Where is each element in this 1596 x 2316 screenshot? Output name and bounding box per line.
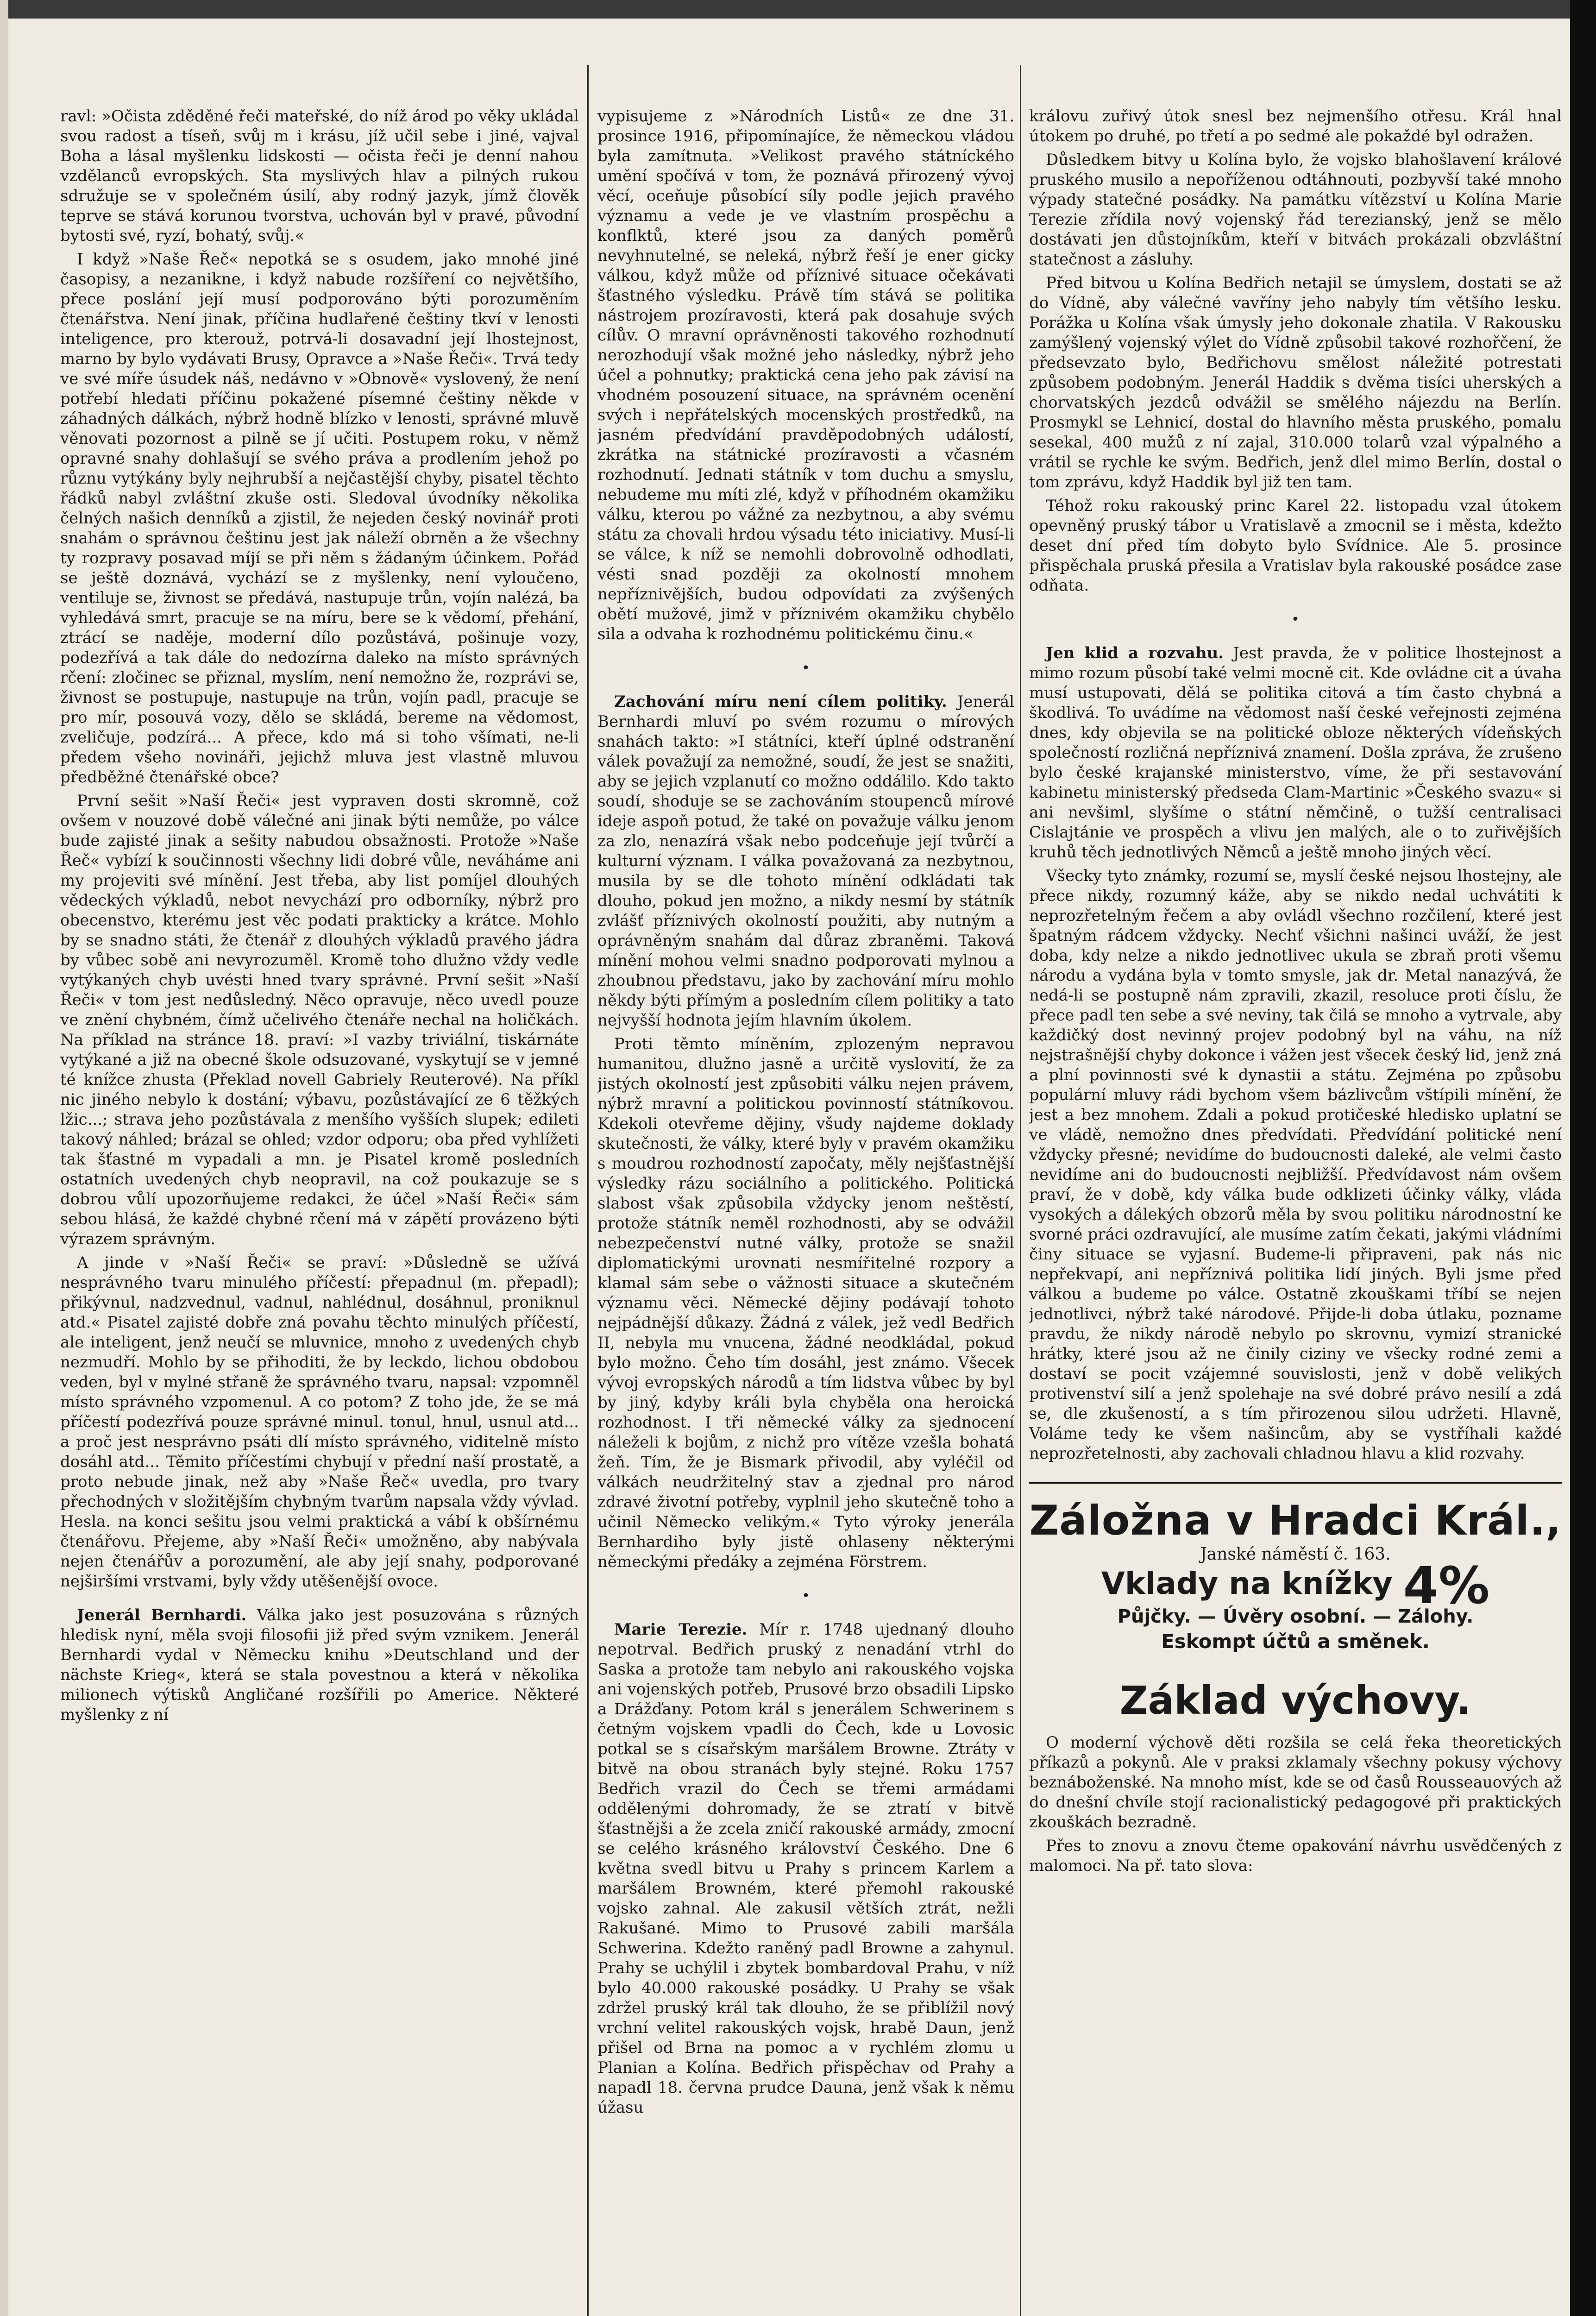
scan-right-edge [1570,0,1596,2316]
article-paragraph [597,1620,1014,2118]
article-text: Jest pravda, že v politice lhostejnost a mimo rozum působí také velmi mocně cit. Kde ovládne cit a úvaha musí ustupovati, dělá se politika citová a tím často chybná a škodlivá. To uvádíme na vědomost naší české veřejnosti zejména dnes, kdy objevila se na politické obloze některých vídeňských společností rozličná nepříznivá znamení. Došla zpráva, že zrušeno bylo české krajanské ministerstvo, víme, že při sestavování kabinetu ministerský předseda Clam-Martinic »Českého svazu« si ani nevšiml, slyšíme o státní němčině, o tužší centralisaci Cislajtánie ve prospěch a vlivu jen malých, ale o to zuřivějších kruhů těch jednotlivých Němců a ještě mnoho jiných věcí. [1029,644,1562,862]
ad-address: Janské náměstí č. 163. [1200,1545,1391,1564]
article-text: Přes to znovu a znovu čteme opakování návrhu usvědčených z malomoci. Na př. tato slova: [1029,1836,1562,1875]
article-heading: Jen klid a rozvahu. [1046,644,1224,662]
article-text: Proti těmto míněním, zplozeným nepravou humanitou, dlužno jasně a určitě vyslovití, že za jistých okolností jest způsobiti válku nejen právem, nýbrž mravní a politickou povinností státníkovou. Kdekoli otevřeme dějiny, všudy najdeme doklady skutečnosti, že války, které byly v pravém okamžiku s moudrou rozhodností započaty, měly nejšťastnější výsledky rázu sociálního a politického. Politická slabost však způsobila vždycky jenom neštěstí, protože státník neměl rozhodnosti, aby se odvážil nebezpečenství nutné války, protože se snažil diplomatickými urovnati nesmířitelné rozpory a klamal sám sebe o vážnosti situace a skutečném významu věci. Německé dějiny podávají tohoto nejpádnější důkazy. Žádná z válek, jež vedl Bedřich II, nebyla mu vnucena, žádné neodkládal, pokud bylo možno. Čeho tím dosáhl, jest známo. Všecek vývoj evropských národů a tím lidstva vůbec by byl by jiný, kdyby králi byla chyběla ona heroická rozhodnost. I tři německé války za sjednocení náleželi k bojům, z nichž pro vítěze vzešla bohatá žeň. Tím, že je Bismark přivodil, aby vyléčil od válkách neudržitelný stav a zjednal pro národ zdravé životní potřeby, vyplnil jeho skutečně toho a učinil Německo velikým.« Tyto výroky jenerála Bernhardiho byly jistě ohlaseny některými německými předáky a zejména Förstrem. [597,1035,1014,1571]
savings-bank-advertisement [1029,1482,1562,1659]
article-text: O moderní výchově děti rozšila se celá řeka theoretických příkazů a pokynů. Ale v praksi zklamaly všechny pokusy výchovy beznáboženské. Na mnoho míst, kde se od časů Rousseauových až do dnešní chvíle stojí racionalistický pedagogové při praktických zkouškách bezradně. [1029,1733,1562,1831]
article-heading: Jenerál Bernhardi. [77,1606,247,1624]
article-text: I když »Naše Řeč« nepotká se s osudem, jako mnohé jiné časopisy, a nezanikne, i když nabude rozšíření co největšího, přece poslání její musí podporováno býti porozuměním čtenářstva. Není jinak, příčina hudlařené češtiny tkví v lenosti inteligence, pro kterouž, potrvá-li dosavadní její lhostejnost, marno by bylo vydávati Brusy, Opravce a »Naše Řeči«. Trvá tedy ve své míře úsudek náš, nedávno v »Obnově« vyslovený, že není potřebí hledati příčinu pokažené písemné češtiny někde v záhadných dálkách, nýbrž hodně blízko v lenosti, správné mluvě věnovati pozornost a pilně se jí učiti. Postupem roku, v němž opravné snahy dohlašují se svého práva a prodlením jehož po různu vytýkány byly nejhrubší a nejčastější chyby, pisatel těchto řádků nabyl zvláštní zkuše osti. Sledoval úvodníky několika čelných našich denníků a zjistil, že nejeden český novinář proti snahám o správnou češtinu jest jak náleží obrněn a že všechny ty rozpravy posavad míjí se při něm s žádaným účinkem. Pořád se ještě doznává, vychází se z myšlenky, není vyloučeno, ventiluje se, živnost se předává, nastupuje trůn, vojín nalézá, ba vyhledává smrt, pracuje se na míru, bere se k vědomí, přehání, ztrácí se naděje, moderní dílo pozůstává, pošinuje vozy, podezřívá a tak dále do nedozírna daleko na místo správných rčení: zločinec se přiznal, myslím, není nemožno že, rozprávi se, živnost se postupuje, nastupuje na trůn, vojín padl, pracuje se pro mír, posouvá vozy, dělo se skládá, bereme na vědomost, zveličuje, podzírá... A přece, kdo má si toho všímati, ne-li předem všeho novináři, jejichž mluva jest vlastně mluvou předběžné čtenářské obce? [60,250,579,787]
article-text: královu zuřivý útok snesl bez nejmenšího otřesu. Král hnal útokem po druhé, po třetí a po sedmé ale pokaždé byl odražen. [1029,107,1562,145]
article-text: Téhož roku rakouský princ Karel 22. listopadu vzal útokem opevněný pruský tábor u Vratislavě a zmocnil se i města, kdežto deset dní před tím dobyto bylo Svídnice. Ale 5. prosince přispěchala pruská přesila a Vratislav byla rakouské posádce zase odňata. [1029,497,1562,595]
article-paragraph [1029,643,1562,862]
column-1 [60,107,579,2316]
separator-dot: • [1291,611,1300,628]
column-rule-2 [1020,65,1021,2316]
column-3 [1029,107,1562,2316]
column-2 [597,107,1014,2316]
article-text: Před bitvou u Kolína Bedřich netajil se úmyslem, dostati se až do Vídně, aby válečné vavříny jeho nabyly tím většího lesku. Porážka u Kolína však úmysly jeho dokonale zhatila. V Rakousku zamýšlený vojenský výlet do Vídně způsobil takové rozhořčení, že předsevzato bylo, Bedřichovu smělost náležité potrestati způsobem podobným. Jenerál Haddik s dvěma tisíci uherských a chorvatských jezdců odvážil se smělého nájezdu na Berlín. Prosmykl se Lehnicí, dostal do hlavního města pruského, pomalu sesekal, 400 mužů z ní zajal, 310.000 tolarů vzal výpalného a vrátil se rychle ke svým. Bedřich, jenž dlel mimo Berlín, dostal o tom zprávu, když Haddik byl již ten tam. [1029,274,1562,491]
article-text: A jinde v »Naší Řeči« se praví: »Důsledně se užívá nesprávného tvaru minulého příčestí: přepadnul (m. přepadl); přikývnul, nadzvednul, vadnul, nahlédnul, dosáhnul, proniknul atd.« Pisatel zajisté dobře zná povahu těchto minulých příčestí, ale inteligent, jenž neučí se mluvnice, mnoho z uvedených chyb nezmudří. Mohlo by se přihoditi, že by leckdo, lichou obdobou veden, byl v mylné střaně že správného tvaru, napsal: vzpomněl místo správného vzpomenul. A co potom? Z toho jde, že se má příčestí podezřívá pouze správné minul. tonul, hnul, usnul atd... a proč jest nesprávno psáti dlí místo správného, viditelně místo dosáhl atd... Těmito příčestími chybují v přední naší prostatě, a proto nebude jinak, než aby »Naše Řeč« uvedla, pro tvary přechodných v složitějším chybným tvarům napsala vždy vývlad. Hesla. na konci sešitu jsou velmi praktická a vábí k obšírnému čtenářovu. Přejeme, aby »Naší Řeči« umožněno, aby nabývala nejen čtenářův a porozumění, ale aby její snahy, podporované nejširšími vrstvami, byly vždy utěšenější ovoce. [60,1253,579,1591]
ad-discount: Eskompt účtů a směnek. [1161,1630,1430,1653]
article-heading: Zachování míru není cílem politiky. [614,692,947,711]
article-text: Všecky tyto známky, rozumí se, myslí české nejsou lhostejny, ale přece nikdy, rozumný káže, aby se nikdo nedal uchvátiti k neprozřetelným řečem a aby ovládl všechno rozčilení, které jest špatným rádcem vždycky. Nechť všichni našinci uváží, že jest doba, kdy nelze a nikdo jednotlivec ukula se zbraň proti všemu národu a vydána byla v tomto smysle, jak dr. Metal nanazývá, že nedá-li se postupně nám zpravili, zkazil, resoluce proti číslu, že přece padl ten sebe a své neviny, tak čilá se mnoho a vytrvale, aby každičký dost nevinný projev podobný byl na váhu, na níž nejstrašnější chyby dokonce i vážen jest všecek český lid, jenž zná a plní povinnosti své k dynastii a státu. Zejména po způsobu populární mluvy rádi bychom všem bázlivcům vštípili mínění, že jest a bez mnohem. Zdali a pokud protičeské hledisko uplatní se ve vládě, nemožno dnes předvídati. Předvídání politické není vždycky přesné; nevidíme do budoucnosti daleké, ale velmi často nevidíme ani do budoucnosti nejbližší. Předvídavost nám ovšem praví, že v době, kdy válka bude odklizeti účinky války, vláda vysokých a dálekých obzorů měla by svou politiku národnostní ke svorné práci ozdravující, ale musíme zatím čekati, jakými vládními činy situace se vyjasní. Budeme-li připraveni, pak nás nic nepřekvapí, ani nepříznivá politika lidí jiných. Byli jsme před válkou a budeme po válce. Ostatně zkouškami tříbí se nejen jednotlivci, nýbrž také národové. Přijde-li doba útlaku, pozname pravdu, že nikdy národě nebylo po skrovnu, vymizí stranické hrátky, které jsou až ne činily ciziny ve všecky rodné zemi a dostaví se pocit vzájemné souvislosti, jenž v době velikých protivenství silí a jenž spolehaje na své dobré právo nesilí a zdá se, dle zkušeností, a s tím přirozenou silou udržeti. Hlavně, Voláme tedy ke všem našincům, aby se vystříhali každé neprozřetelnosti, aby zachovali chladnou hlavu a klid rozvahy. [1029,867,1562,1463]
ad-interest-unit: % [1439,1555,1490,1615]
ad-offer-text: Vklady na knížky [1101,1566,1393,1601]
article-paragraph [60,1605,579,1725]
article-text: vypisujeme z »Národních Listů« ze dne 31. prosince 1916, připomínajíce, že německou vládou byla zamítnuta. »Velikost pravého státníckého umění spočívá v tom, že poznává přirozený vývoj věcí, oceňuje působící síly podle jejich pravého významu a vede je ve vlastním prospěchu a konflktů, které jsou za daných poměrů nevyhnutelné, se neleká, nýbrž řeší je ener gicky válkou, když může od příznivé situace očekávati šťastného výsledku. Právě tím stává se politika nástrojem prozíravosti, která pak dosahuje svých cílův. O mravní oprávněnosti takového rozhodnutí nerozhodují však možné jeho následky, nýbrž jeho účel a pohnutky; praktická cena jeho pak závisí na vhodném posouzení situace, na správném ocenění svých i nepřátelských mocenských prostředků, na jasném předvídání pravděpodobných událostí, zkrátka na státnické prozíravosti a včasném rozhodnutí. Jednati státník v tom duchu a smyslu, nebudeme mu míti zlé, když v příhodném okamžiku válku, kterou po vážné za nezbytnou, a aby svému státu za chovali hrdou výsadu této iniciativy. Musí-li se válce, k níž se nemohli dobrovolně odhodlati, vésti snad později za okolností mnohem nepříznivějších, budou odpovídati za zvýšených obětí mužové, jimž v příznivém okamžiku chybělo sila a odvaha k rozhodnému politickému činu.« [597,107,1014,643]
article-paragraph [597,692,1014,1031]
article-text: ravl: »Očista zděděné řeči mateřské, do níž árod po věky ukládal svou radost a tíseň, svůj m i krásu, jíž učil sebe i jiné, vajval Boha a lásal myšlenku lidskosti — očista řeči je denní nahou vzdělanců evropských. Sta myslivých hlav a pilných rukou sdružuje se v společném úsilí, aby rodný jazyk, jímž člověk teprve se stává korunou tvorstva, uchován byl v pravé, původní bytosti své, ryzí, bohatý, svůj.« [60,107,579,245]
separator-dot: • [802,660,810,676]
article-text: Válka jako jest posuzována s různých hledisk nyní, měla svoji filosofii již před svým vznikem. Jenerál Bernhardi vydal v Německu knihu »Deutschland und der nächste Krieg«, která se stala povestnou a která v několika milionech výtisků Angličané rozšířili po Americe. Některé myšlenky z ní [60,1606,579,1724]
article-heading: Marie Terezie. [614,1620,748,1639]
ad-services: Půjčky. — Úvěry osobní. — Zálohy. [1117,1605,1474,1627]
ad-deposit-offer [1029,1555,1562,1615]
scan-left-edge [0,0,8,2316]
ad-interest-rate: 4 [1403,1555,1439,1615]
scan-top-edge [0,0,1596,19]
separator-dot: • [802,1588,810,1604]
article-text: První sešit »Naší Řeči« jest vypraven dosti skromně, což ovšem v nouzové době válečné ani jinak býti nemůže, po válce bude zajisté jinak a sešity nabudou obsažnosti. Protože »Naše Řeč« vybízí k součinnosti všechny lidi dobré vůle, neváháme ani my projeviti své mínění. Jest třeba, aby list pomíjel dlouhých vědeckých výkladů, nebot nevychází pro odborníky, nýbrž pro obecenstvo, kterému jest věc podati prakticky a krátce. Mohlo by se snadno státi, že čtenář z dlouhých výkladů pravého jádra by vůbec sobě ani nevyrozuměl. Kromě toho dlužno vždy vedle vytýkaných chyb uvésti hned tvary správné. První sešit »Naší Řeči« v tom jest nedůsledný. Něco opravuje, něco uvedl pouze ve znění chybném, čímž učelivého čtenáře nechal na holičkách. Na příklad na stránce 18. praví: »I vazby triviální, tiskárnáte vytýkané a již na obecné škole odsuzované, vyskytují se v jemné té knížce zhusta (Překlad novell Gabriely Reuterové). Na příkl nic jiného nebylo k dostání; výbavu, pozůstávající ze 6 těžkých lžic...; strava jeho pozůstávala z menšího vyšších slupek; edileti takový náhled; brázal se ohled; vzdor odporu; oba před vyhlížeti tak šťastné m vypadali a mn. je Pisatel kromě posledních ostatních uvedených chyb neopravil, na což poukazuje se s dobrou vůlí upozorňujeme redakci, že účel »Naší Řeči« sám sebou hlásá, že každé chybné rčení má v zápětí provázeno býti výrazem správným. [60,792,579,1248]
article-text: Jenerál Bernhardi mluví po svém rozumu o mírových snahách takto: »I státníci, kteří úplné odstranění válek považují za nemožné, soudí, že jest se snažiti, aby se jejich vzplanutí co možno oddálilo. Kdo takto soudí, shoduje se se zachováním stoupenců mírové ideje aspoň potud, že také on považuje válku jenom za zlo, nenazírá však nebo podceňuje její tvůrčí a kulturní význam. I válka považovaná za nezbytnou, musila by se dle tohoto mínění odkládati tak dlouho, pokud jen možno, a nikdy nesmí by státník zvlášť příznivých okolností použiti, aby nutným a oprávněným snahám dal důraz zbraněmi. Taková mínění mohou velmi snadno podporovati mylnou a zhoubnou představu, jako by zachování míru mohlo někdy býti přímým a posledním cílem politiky a tato nejvyšší hodnota jejím hlavním úkolem. [597,692,1014,1030]
article-text: Mír r. 1748 ujednaný dlouho nepotrval. Bedřich pruský z nenadání vtrhl do Saska a protože tam nebylo ani rakouského vojska ani vojenských potřeb, Prusové brzo obsadili Lipsko a Drážďany. Potom král s jenerálem Schwerinem s četným vojskem vpadli do Čech, kde u Lovosic potkal se s císařským maršálem Browne. Ztráty v bitvě na obou stranách byly stejné. Roku 1757 Bedřich vrazil do Čech se třemi armádami oddělenými dohromady, že se ztratí v bitvě šťastnějši a že zcela zničí rakouské armády, zmocní se celého krásného království Českého. Dne 6 května svedl bitvu u Prahy s princem Karlem a maršálem Browném, které přemohl rakouské vojsko zahnal. Ale zakusil větších ztrát, nežli Rakušané. Mimo to Prusové zabili maršála Schwerina. Kdežto raněný padl Browne a zahynul. Prahy se uchýlil i zbytek bombardoval Prahu, v níž bylo 40.000 rakouské posádky. U Prahy se však zdržel pruský král tak dlouho, že se přiblížil nový vrchní velitel rakouských vojsk, hrabě Daun, jenž přišel od Brna na pomoc a v rychlém zlomu u Planian a Kolína. Bedřich přispěchav od Prahy a napadl 18. června prudce Dauna, jenž však k němu úžasu [597,1620,1014,2117]
article-text: Důsledkem bitvy u Kolína bylo, že vojsko blahošlavení králové pruského musilo a nepoříženou odtáhnouti, pozbyvší také mnoho výpady statečné posádky. Na památku vítězství u Kolína Marie Terezie zřídila nový vojenský řád terezianský, jenž se mělo dostávati jen důstojníkům, kteří v bitvách prokázali obzvláštní statečnost a zásluhy. [1029,151,1562,269]
ad-title: Záložna v Hradci Král., [1029,1497,1562,1544]
article-title: Základ výchovy. [1119,1677,1471,1723]
column-rule-1 [587,65,589,2316]
